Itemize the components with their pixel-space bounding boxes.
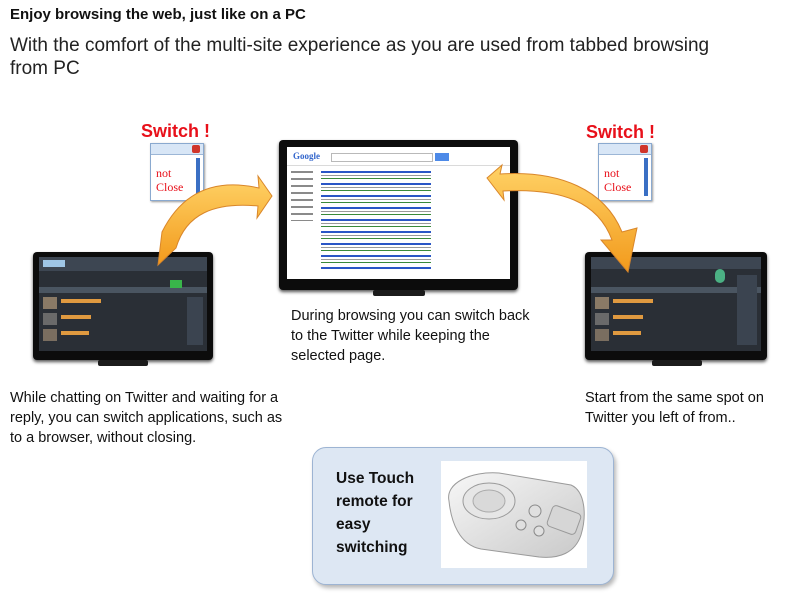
page-heading: Enjoy browsing the web, just like on a PC	[10, 6, 306, 23]
not-label-right: not	[604, 166, 620, 180]
switch-label-left: Switch !	[141, 121, 211, 141]
curved-arrow-left-icon	[158, 176, 272, 265]
browser-screen: Google	[287, 147, 510, 279]
caption-center: During browsing you can switch back to the Twitter while keeping the selected page.	[291, 308, 530, 364]
close-label-right: Close	[604, 180, 632, 194]
switch-label-right: Switch !	[586, 122, 656, 142]
touch-remote-icon	[441, 461, 587, 568]
remote-image-frame	[441, 461, 587, 568]
remote-text: Use Touch remote for easy switching	[336, 470, 415, 556]
caption-left: While chatting on Twitter and waiting for a reply, you can switch applications, such as to a browser, without closing.	[10, 390, 283, 446]
caption-right: Start from the same spot on Twitter you left of from..	[585, 390, 764, 426]
page-subtitle: With the comfort of the multi-site experience as you are used from tabbed browsing from PC	[10, 35, 710, 79]
not-label-left: not	[156, 166, 172, 180]
close-label-left: Close	[156, 180, 184, 194]
curved-arrow-right-icon	[487, 165, 637, 272]
